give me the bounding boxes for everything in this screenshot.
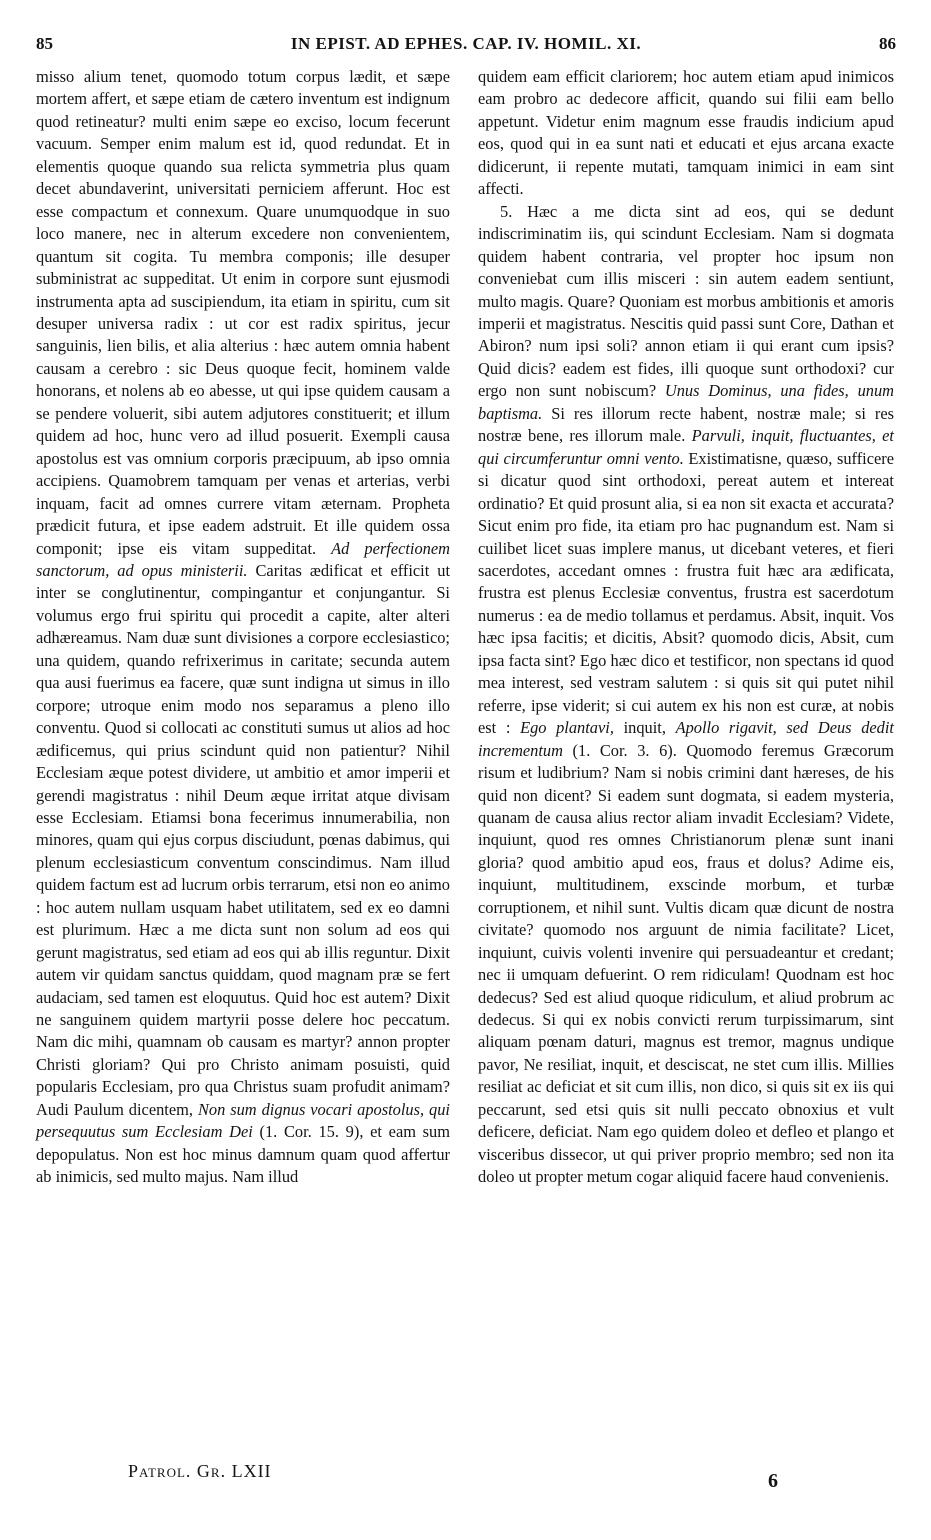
scripture-quote: Non sum dignus vocari apostolus, qui persequutus sum Ecclesiam Dei [36, 1099, 450, 1142]
scripture-quote: Parvuli, inquit, fluctuantes, et qui circumferuntur omni vento. [478, 426, 894, 468]
text-run: Existimatisne, quæso, sufficere si dicatur quod sint orthodoxi, pereat autem et intereat ordinatio? Et quid prosunt alia, si ea non sit exacta et accurata? Sicut enim pro fide, ita etiam pro hac pugnandum est. Nam si cuilibet licet suas implere manus, ut dicebant veteres, et fieri sacerdotes, accedant omnes : frustra fuit hæc ara ædificata, frustra est plenus Ecclesiæ conventus, frustra est sacerdotum numerus : ea de medio tollamus et perdamus. Absit, inquit. Vos hæc ipsa facitis; et dicitis, Absit? quomodo dicis, Absit, cum ipsa facta sint? Ego hæc dico et testificor, non spectans id quod mea interest, sed vestram salutem : si quis sit qui putet nihil referre, ipse viderit; si cui autem ex his non est curæ, at nobis est : [478, 448, 894, 738]
text-run: Si res illorum recte habent, nostræ male; si res nostræ bene, res illorum male. [478, 403, 894, 446]
text-run: (1. Cor. 15. 9), et eam sum depopulatus. Non est hoc minus damnum quam quod affertur ab inimicis, sed multo majus. Nam illud [36, 1122, 450, 1187]
left-column [36, 66, 450, 1189]
left-paragraph-1 [36, 66, 450, 1189]
text-run: (1. Cor. 3. 6). Quomodo feremus Græcorum risum et ludibrium? Nam si nobis crimini dant hæreses, de his quid non dicent? Si eadem sunt dogmata, si eadem mysteria, quanam de causa alius rector aliam invadit Ecclesiam? Videte, inquiunt, quod res omnes Christianorum plenæ sunt inani gloria? quod ambitio apud eos, fraus et dolus? Adime eis, inquiunt, multitudinem, exscinde morbum, et turbæ corruptionem, et nihil sunt. Vultis dicam quæ dicunt de nostra civitate? quomodo nos arguunt de nimia facilitate? Licet, inquiunt, cuivis volenti invenire qui persuadeantur et credant; nec ii umquam defuerint. O rem ridiculam! Quodnam est hoc dedecus? Sed est aliud quoque ridiculum, et aliud probrum ac dedecus. Si qui ex nobis convicti rerum turpissimarum, sint aliquam pœnam daturi, magnus est tremor, magnus undique pavor, Ne resiliat, inquit, et desciscat, ne stet cum illis. Millies resiliat ac deficiat et sit cum illis, non dico, si quis sit ex iis qui peccarunt, sed etsi quis sit nulli peccato obnoxius et vult deficere, deficiat. Nam ego quidem doleo et defleo et plango et visceribus dissecor, ut qui priver proprio membro; sed non ita doleo ut propter metum cogar aliquid facere haud convenienis. [478, 740, 894, 1187]
scripture-quote: Apollo rigavit, sed Deus dedit incrementum [478, 718, 894, 760]
text-run: misso alium tenet, quomodo totum corpus lædit, et sæpe mortem affert, et sæpe etiam de cætero inventum est indignum quod retineatur? multi enim sæpe eo exciso, locum fecerunt vacuum. Semper enim malum est id, quod redundat. Et in elementis quoque quando sua relicta symmetria plus quam decet abundaverint, universitati perniciem afferunt. Hoc est esse compactum et connexum. Quare unumquodque in suo loco manere, nec in alterum excedere non convenientem, quantum sit cogita. Tu membra componis; ille desuper subministrat ac suppeditat. Ut enim in corpore sunt ejusmodi instrumenta apta ad suscipiendum, ita etiam in spiritu, cum sit desuper universa radix : ut cor est radix spiritus, jecur sanguinis, lien bilis, et alia alterius : hæc autem omnia habent causam a cerebro : sic Deus quoque fecit, hominem valde honorans, et nolens ab eo abesse, ut qui ipse quidem causam a se pendere voluerit, sibi autem adjutores constituerit; et illum quidem ad hoc, hunc vero ad illud posuerit. Exempli causa apostolus est vas omnium corporis præcipuum, ab ipso omnia accipiens. Quamobrem tamquam per venas et arterias, verbi inquam, facit ad omnes currere vitam æternam. Propheta prædicit futura, et ipse eadem adstruit. Et ille quidem ossa componit; ipse eis vitam suppeditat. [36, 67, 450, 558]
right-paragraph-1: quidem eam efficit clariorem; hoc autem etiam apud inimicos eam probro ac dedecore afficit, quando sui filii eam bello appetunt. Videtur enim magnum esse fraudis indicium apud eos, quod qui in ea sunt nati et educati et ejus arcana exacte didicerunt, ii repente mutati, tamquam inimici in eam sint affecti. [478, 67, 894, 199]
volume-signature: Patrol. Gr. LXII [128, 1461, 272, 1481]
running-header [36, 34, 896, 60]
right-page-number: 86 [879, 34, 896, 53]
left-page-number: 85 [36, 34, 53, 53]
text-run: 5. Hæc a me dicta sint ad eos, qui se dedunt indiscriminatim iis, qui scindunt Ecclesiam. Nam si dogmata quidem habent contraria, vel propter hoc ipsum non conveniebat cum illis misceri : sin autem eadem sentiunt, multo magis. Quare? Quoniam est morbus ambitionis et amoris imperii et magistratus. Nescitis quid passi sunt Core, Dathan et Abiron? num ipsi soli? annon etiam ii qui erant cum ipsis? Quid dicis? eadem est fides, illi quoque sunt orthodoxi? cur ergo non sunt nobiscum? [478, 201, 894, 401]
running-title: IN EPIST. AD EPHES. CAP. IV. HOMIL. XI. [290, 34, 642, 53]
scripture-quote: Unus Dominus, una fides, unum baptisma. [478, 381, 894, 423]
right-paragraph-2 [478, 201, 894, 1189]
right-column [478, 66, 894, 1189]
text-run: Caritas ædificat et efficit ut inter se conglutinentur, compingantur et conjungantur. Si volumus ergo frui spiritu qui procedit a capite, alter alteri adhæreamus. Nam duæ sunt divisiones a corpore ecclesiastico; una quidem, quando refrixerimus in caritate; secunda autem qua ausi fuerimus ea facere, quæ sunt indigna ut simus in illo corpore; utroque enim modo nos separamus a pleno illo conventu. Quod si collocati ac constituti sumus ut alios ad hoc ædificemus, qui prius scindunt quid non patientur? Nihil Ecclesiam æque potest dividere, ut ambitio et amor imperii et gerendi magistratus : nihil Deum æque irritat atque divisam esse Ecclesiam. Etiamsi bona fecerimus innumerabilia, non minores, quam qui ejus corpus disciudunt, pœnas dabimus, qui plenum ecclesiasticum conventum conscindimus. Nam illud quidem factum est ad lucrum orbis terrarum, etsi non eo animo : hoc autem nullam usquam habet utilitatem, sed ex eo damni est plurimum. Hæc a me dicta sunt non solum ad eos qui gerunt magistratus, sed etiam ad eos qui ab illis reguntur. Dixit autem vir quidam sanctus quiddam, quod magnam præ se fert audaciam, sed tamen est eloquutus. Quid hoc est autem? Dixit ne sanguinem quidem martyrii posse delere hoc peccatum. Nam dic mihi, quamnam ob causam es martyr? annon propter Christi gloriam? Qui pro Christo animam posuisti, quid popularis Ecclesiam, pro qua Christus suam profudit animam? Audi Paulum dicentem, [36, 560, 451, 1119]
scripture-quote: Ego plantavi, [520, 718, 614, 738]
scripture-quote: Ad perfectionem sanctorum, ad opus ministerii. [36, 538, 450, 580]
sheet-number: 6 [768, 1470, 778, 1492]
text-run: inquit, [613, 718, 676, 738]
